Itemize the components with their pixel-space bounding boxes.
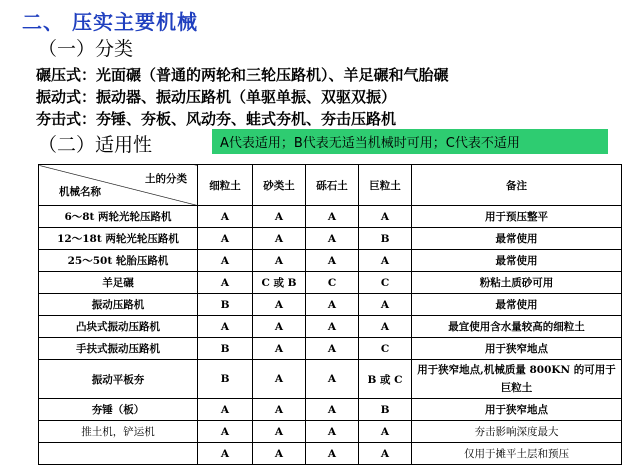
- machine-name-cell: 6～8t 两轮光轮压路机: [39, 206, 198, 228]
- col-notes: 备注: [412, 165, 622, 206]
- rating-cell: A: [306, 421, 359, 443]
- rating-cell: A: [359, 421, 412, 443]
- table-row: [39, 338, 622, 360]
- rating-cell: A: [306, 360, 359, 399]
- rating-cell: A: [306, 399, 359, 421]
- table-row: [39, 250, 622, 272]
- subsection-applicability: （二）适用性: [38, 134, 153, 156]
- rating-cell: A: [306, 206, 359, 228]
- rating-cell: B: [198, 294, 253, 316]
- machine-name-cell: 手扶式振动压路机: [39, 338, 198, 360]
- table-row: [39, 399, 622, 421]
- rating-cell: B 或 C: [359, 360, 412, 399]
- table-row: [39, 443, 622, 465]
- machine-name-cell: 振动平板夯: [39, 360, 198, 399]
- table-row: [39, 294, 622, 316]
- table-row: [39, 272, 622, 294]
- machine-name-cell: 夯锤（板）: [39, 399, 198, 421]
- rating-cell: A: [253, 338, 306, 360]
- table-row: [39, 228, 622, 250]
- note-cell: 用于狭窄地点,机械质量 800KN 的可用于巨粒土: [412, 360, 622, 399]
- rating-cell: B: [198, 338, 253, 360]
- rating-cell: A: [253, 316, 306, 338]
- rating-cell: A: [198, 421, 253, 443]
- rating-cell: A: [359, 206, 412, 228]
- table-row: [39, 360, 622, 399]
- rating-cell: C: [359, 272, 412, 294]
- applicability-table: [38, 164, 622, 465]
- rating-cell: A: [198, 228, 253, 250]
- col-gravel: 砾石土: [306, 165, 359, 206]
- rating-cell: A: [253, 250, 306, 272]
- note-cell: 最宜使用含水量较高的细粒土: [412, 316, 622, 338]
- line-vibratory: 振动式：振动器、振动压路机（单驱单振、双驱双振）: [36, 88, 397, 106]
- note-cell: 用于预压整平: [412, 206, 622, 228]
- rating-cell: A: [253, 399, 306, 421]
- rating-cell: A: [198, 272, 253, 294]
- section-title: 二、 压实主要机械: [22, 10, 198, 34]
- note-cell: 用于狭窄地点: [412, 338, 622, 360]
- legend-box: A代表适用；B代表无适当机械时可用；C代表不适用: [212, 129, 608, 154]
- line-rolling: 碾压式：光面碾（普通的两轮和三轮压路机）、羊足碾和气胎碾: [36, 66, 449, 84]
- rating-cell: A: [306, 443, 359, 465]
- rating-cell: A: [198, 206, 253, 228]
- rating-cell: A: [359, 294, 412, 316]
- col-boulder: 巨粒土: [359, 165, 412, 206]
- rating-cell: C: [306, 272, 359, 294]
- machine-name-cell: 羊足碾: [39, 272, 198, 294]
- rating-cell: C: [359, 338, 412, 360]
- rating-cell: A: [198, 443, 253, 465]
- header-soil-type: 土的分类: [145, 173, 187, 185]
- rating-cell: A: [359, 316, 412, 338]
- rating-cell: A: [359, 250, 412, 272]
- table-row: [39, 316, 622, 338]
- note-cell: 最常使用: [412, 250, 622, 272]
- rating-cell: A: [253, 360, 306, 399]
- machine-name-cell: 25～50t 轮胎压路机: [39, 250, 198, 272]
- line-tamping: 夯击式：夯锤、夯板、风动夯、蛙式夯机、夯击压路机: [36, 110, 397, 128]
- note-cell: 用于狭窄地点: [412, 399, 622, 421]
- rating-cell: A: [198, 250, 253, 272]
- machine-name-cell: 推土机，铲运机: [39, 421, 198, 443]
- rating-cell: A: [359, 443, 412, 465]
- rating-cell: A: [198, 399, 253, 421]
- note-cell: 夯击影响深度最大: [412, 421, 622, 443]
- note-cell: 粉粘土质砂可用: [412, 272, 622, 294]
- rating-cell: A: [306, 316, 359, 338]
- header-machine-name: 机械名称: [59, 186, 101, 198]
- rating-cell: C 或 B: [253, 272, 306, 294]
- rating-cell: A: [253, 228, 306, 250]
- subsection-classification: （一）分类: [38, 38, 134, 60]
- machine-name-cell: 凸块式振动压路机: [39, 316, 198, 338]
- rating-cell: A: [198, 316, 253, 338]
- rating-cell: A: [306, 250, 359, 272]
- rating-cell: A: [253, 443, 306, 465]
- rating-cell: A: [306, 338, 359, 360]
- rating-cell: B: [359, 228, 412, 250]
- rating-cell: A: [253, 206, 306, 228]
- col-fine: 细粒土: [198, 165, 253, 206]
- table-row: [39, 421, 622, 443]
- machine-name-cell: [39, 443, 198, 465]
- rating-cell: A: [253, 421, 306, 443]
- table-body: [39, 206, 622, 465]
- note-cell: 仅用于摊平土层和预压: [412, 443, 622, 465]
- machine-name-cell: 12～18t 两轮光轮压路机: [39, 228, 198, 250]
- rating-cell: A: [253, 294, 306, 316]
- note-cell: 最常使用: [412, 228, 622, 250]
- note-cell: 最常使用: [412, 294, 622, 316]
- header-diagonal-cell: [39, 165, 198, 206]
- rating-cell: A: [306, 228, 359, 250]
- rating-cell: B: [359, 399, 412, 421]
- rating-cell: A: [306, 294, 359, 316]
- rating-cell: B: [198, 360, 253, 399]
- machine-name-cell: 振动压路机: [39, 294, 198, 316]
- col-sand: 砂类土: [253, 165, 306, 206]
- table-row: [39, 206, 622, 228]
